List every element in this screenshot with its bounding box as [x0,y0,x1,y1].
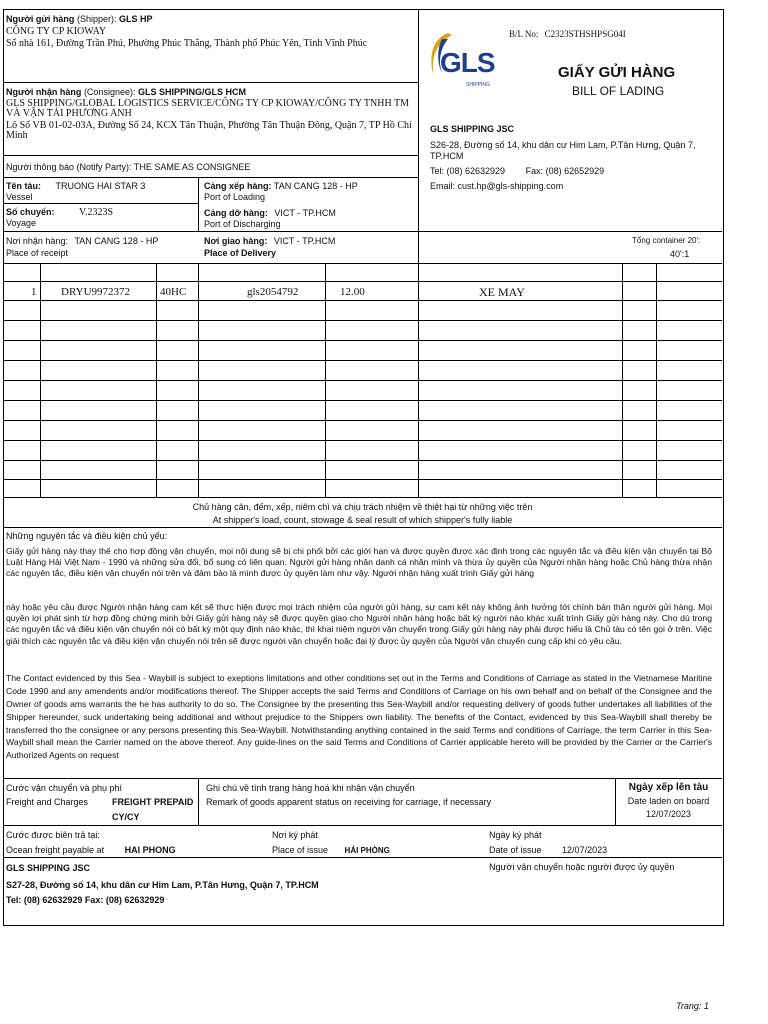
cargo-table [3,263,722,497]
notify-label [6,162,250,172]
disclaimer-en: At shipper's load, count, stowage & seal result of which shipper's fully liable [212,515,513,525]
shipper-label-en: (Shipper): [76,14,117,24]
cargo-weight: 12.00 [340,286,365,298]
divider [3,82,418,83]
voyage-value: V.2323S [79,207,114,218]
laden-label-en: Date laden on board [627,796,710,806]
place-issue-label-en: Place of issue [272,845,329,855]
place-receipt-label: Nơi nhận hàng: [6,236,68,246]
freight-value-2: CY/CY [112,812,140,822]
terms-en: The Contact evidenced by this Sea - Waybill is subject to exeptions limitations and other conditions set out in the Terms and Conditions of Carriage as stated in the Vietnamese Maritine Code 1990 and any amendents and/or modifications thereof. The Shipper accepts the said Terms and Conditions of Carriage on his own behalf and on behalf of the Consignee and the Owner of goods ams warrants the he has authority to do so. The Consignee by the presenting this Sea-Waybill and/or requesting delivery of goods futher undertakes all liabilities of the Shipper hereunder, suck undertaking being additional and without prejudice to the Shippers own liability. The benefits of the Contact, evidenced by this Sea-Waybill shall thereby be transferred tho the consignee or any persons presenting this Sea-Waybill. Notwithstanding anything contained in the said Terms and conditions of Carriage, the term Carrier in this Sea-Waybill shall mean the Carrier named on the above thereof. Any guide-lines on the said Terms and Conditions of Carrier applicable hereto will be provided by the Carrier or the Carrier's Authorized Agents on request [6,673,712,761]
signatory-label: Người vận chuyển hoặc người được ủy quyền [489,862,675,872]
date-issue-label-en: Date of issue [489,845,542,855]
freight-label-en: Freight and Charges [6,797,89,807]
carrier-name: GLS SHIPPING JSC [430,124,515,134]
vessel-field [6,181,145,191]
shipper-company: CÔNG TY CP KIOWAY [6,26,107,37]
place-delivery-field [204,236,335,246]
consignee-company: GLS SHIPPING/GLOBAL LOGISTICS SERVICE/CÔNG TY CP KIOWAY/CÔNG TY TNHH TM VÀ VẬN TẢI PHƯƠNG ANH [6,98,410,119]
cargo-no: 1 [31,286,37,298]
freight-divider [198,778,199,825]
place-issue-value: HẢI PHÒNG [344,846,390,855]
carrier-contact [430,166,604,176]
divider [3,177,418,178]
page-number: Trang: 1 [676,1001,709,1011]
carrier-email: Email: cust.hp@gls-shipping.com [430,181,564,191]
shipper-label-vn: Người gửi hàng [6,14,75,24]
divider [3,203,198,204]
vessel-label: Tên tàu: [6,181,41,191]
place-receipt-value: TAN CANG 128 - HP [74,236,159,246]
cargo-seal: gls2054792 [247,286,299,298]
date-issue-value: 12/07/2023 [562,845,608,855]
consignee-label-vn: Người nhận hàng [6,87,82,97]
port-loading-label-en: Port of Loading [204,192,266,202]
shipper-address: Số nhà 161, Đường Trần Phú, Phường Phúc Thắng, Thành phố Phúc Yên, Tỉnh Vĩnh Phúc [6,38,368,49]
place-issue-field [272,845,390,855]
logo-text: GLS [440,47,495,78]
payable-label-en: Ocean freight payable at [6,845,105,855]
consignee-address: Lô Số VB 01-02-03A, Đường Số 24, KCX Tân Thuận, Phường Tân Thuận Đông, Quận 7, TP Hồ Chí Minh [6,120,412,141]
date-issue-field [489,845,607,855]
terms-heading: Những nguyên tắc và điều kiện chủ yếu: [6,531,168,541]
divider [3,155,418,156]
title-en: BILL OF LADING [572,84,665,98]
logo-sub: SHIPPING [466,82,490,88]
remark-label-en: Remark of goods apparent status on receiving for carriage, if necessary [206,797,492,807]
disclaimer-vn: Chủ hàng cân, đếm, xếp, niêm chì và chịu trách nhiệm về thiệt hại từ những việc trên [192,502,533,512]
consignee-label-en: (Consignee): [83,87,136,97]
divider [3,231,722,232]
payable-value: HAI PHONG [124,845,176,855]
bl-label: B/L No: [509,29,539,39]
port-discharging-label: Cảng dỡ hàng: [204,208,268,218]
port-discharging-label-en: Port of Discharging [204,219,281,229]
port-discharging-value: VICT - TP.HCM [274,208,336,218]
notify-label-en: (Notify Party): [76,162,132,172]
footer-company-tel: Tel: (08) 62632929 Fax: (08) 62632929 [6,895,165,905]
payable-field [6,845,176,855]
vessel-value: TRUONG HAI STAR 3 [55,181,146,191]
voyage-label: Số chuyến: [6,207,55,217]
terms-vn-2: này hoặc yêu cầu được Người nhận hàng cam kết sẽ thực hiện được mọi trách nhiệm của người gửi hàng, sự cam kết này không ảnh hưởng tới chính bản thân người gửi hàng. Mọi quyền lợi phát sinh từ hợp đồng chứng minh bởi Giấy gửi hàng này sẽ được quyền giao cho Người nhận hàng hoặc bất kỳ người nào khác xuất trình Giấy gửi hàng này. Cho dù trong các nguyên tắc và điều kiện vận chuyển nói có bất kỳ một quy định nào khác, thì khai niệm người vận chuyển trong Giấy gửi hàng này phải được hiểu là Chủ tàu có tên gọi ở trên. Việc giải thích các nguyên tắc và điều kiện vận chuyển nói trên sẽ được người vận chuyển hoặc đại lý được ủy quyền của Người vận chuyển cung cấp khi có yêu cầu. [6,602,712,646]
payable-label-vn: Cước được biên trả tại: [6,830,100,840]
table-row [3,284,722,300]
carrier-fax: Fax: (08) 62652929 [525,166,605,176]
divider [3,857,722,858]
bl-number: C2323STHSHPSG04I [544,29,626,39]
voyage-label-en: Voyage [6,218,37,228]
vessel-label-en: Vessel [6,192,33,202]
place-delivery-label-en: Place of Delivery [204,248,277,258]
gls-logo [426,27,498,93]
bl-number-field [509,29,626,39]
shipper-name: GLS HP [118,14,153,24]
consignee-label [6,87,246,97]
place-delivery-value: VICT - TP.HCM [273,236,336,246]
laden-label-vn: Ngày xếp lên tàu [628,782,709,793]
notify-label-vn: Người thông báo [6,162,74,172]
consignee-name: GLS SHIPPING/GLS HCM [137,87,246,97]
footer-company-address: S27-28, Đường số 14, khu dân cư Him Lam, P.Tân Hưng, Quận 7, TP.HCM [6,880,319,890]
footer-company-name: GLS SHIPPING JSC [6,863,91,873]
shipper-label [6,14,153,24]
divider [3,825,722,826]
cargo-container: DRYU9972372 [61,286,131,298]
port-loading-value: TAN CANG 128 - HP [273,181,358,191]
notify-value: THE SAME AS CONSIGNEE [133,162,251,172]
freight-label-vn: Cước vận chuyển và phụ phí [6,783,122,793]
terms-vn-1: Giấy gửi hàng này thay thế cho hợp đồng vận chuyển, mọi nội dung sẽ bị chi phối bởi các giới hạn và được quyền được xác định trong các nguyên tắc và điều kiện vận chuyển tại Bộ Luật Hàng Hải Việt Nam - 1990 và những sửa đổi, bổ sung có liên quan. Người gửi hàng nhân danh cá nhân mình và thừa ủy quyền của Người nhận hàng hoặc Chủ hàng thừa nhận các nguyên tắc, điều kiện vận chuyển nói trên và đảm bảo là mình được ủy quyền làm như vậy. Người nhận hàng xuất trình Giấy gửi hàng [6,546,712,579]
header-divider [418,9,419,263]
vessel-divider [198,177,199,231]
laden-date: 12/07/2023 [645,809,692,819]
total-containers-value: 40':1 [670,249,690,259]
cargo-type: 40HC [160,286,187,298]
place-delivery-label: Nơi giao hàng: [204,236,268,246]
port-loading-field [204,181,358,191]
total-containers-label: Tổng container 20': [632,236,701,245]
cargo-description: XE MAY [479,285,525,299]
title-vn: GIẤY GỬI HÀNG [558,64,676,81]
place-receipt-field [6,236,158,246]
remark-label-vn: Ghi chú về tình trạng hàng hoá khi nhận vận chuyển [206,783,415,793]
port-loading-label: Cảng xếp hàng: [204,181,272,191]
date-issue-label-vn: Ngày ký phát [489,830,542,840]
voyage-field [6,207,113,219]
place-issue-label-vn: Nơi ký phát [272,830,318,840]
freight-value-1: FREIGHT PREPAID [112,797,194,807]
place-receipt-label-en: Place of receipt [6,248,69,258]
carrier-phone: Tel: (08) 62632929 [430,166,506,176]
divider [3,497,722,498]
divider [3,527,722,528]
port-discharging-field [204,208,336,218]
carrier-address: S26-28, Đường số 14, khu dân cư Him Lam, P.Tân Hưng, Quận 7, TP.HCM [430,140,696,162]
